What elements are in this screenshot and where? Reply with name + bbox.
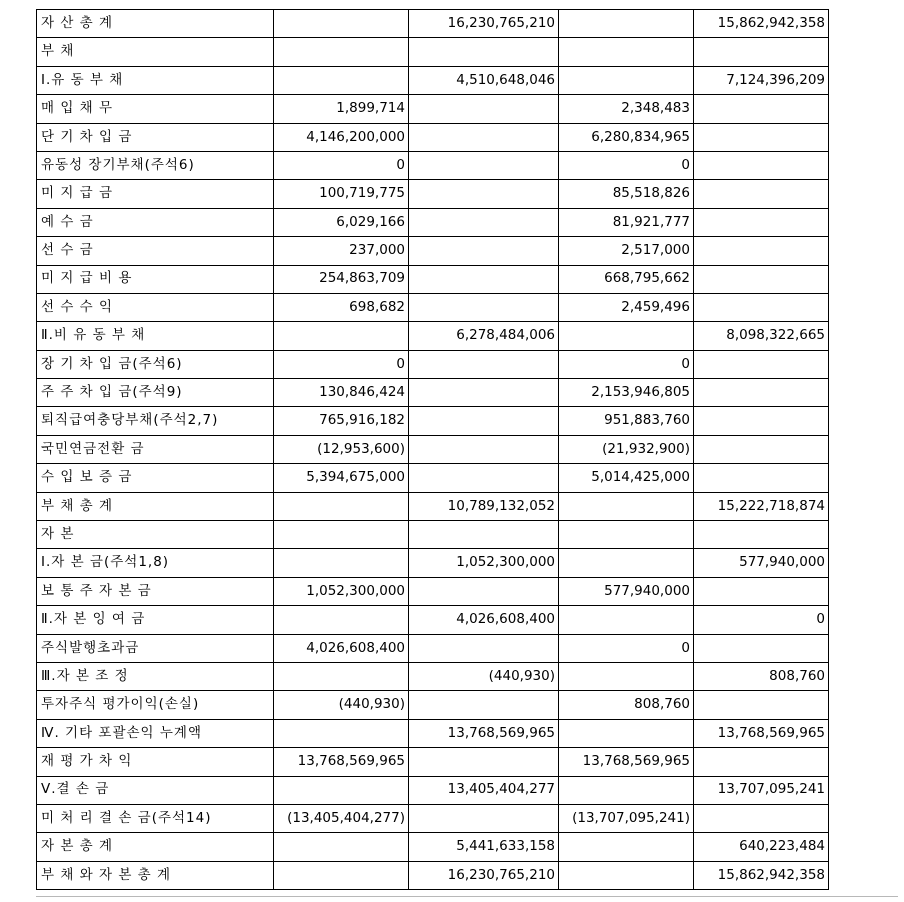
amount-cell: (13,707,095,241) [559, 804, 694, 832]
amount-cell [409, 691, 559, 719]
account-label-cell: 자 산 총 계 [37, 10, 274, 38]
table-row [37, 180, 829, 208]
amount-cell: 130,846,424 [274, 379, 409, 407]
account-label-cell: 장 기 차 입 금(주석6) [37, 350, 274, 378]
table-row [37, 350, 829, 378]
amount-cell [409, 151, 559, 179]
account-label-cell: 예 수 금 [37, 208, 274, 236]
amount-cell: 2,517,000 [559, 237, 694, 265]
account-label-cell: 부 채 총 계 [37, 492, 274, 520]
amount-cell: 668,795,662 [559, 265, 694, 293]
amount-cell: 951,883,760 [559, 407, 694, 435]
table-row [37, 549, 829, 577]
account-label-cell: 자 본 [37, 521, 274, 549]
amount-cell [694, 180, 829, 208]
amount-cell: 577,940,000 [559, 577, 694, 605]
table-row [37, 634, 829, 662]
amount-cell: 237,000 [274, 237, 409, 265]
amount-cell [694, 38, 829, 66]
amount-cell [409, 123, 559, 151]
amount-cell [694, 691, 829, 719]
amount-cell [409, 634, 559, 662]
amount-cell [694, 577, 829, 605]
amount-cell: 6,278,484,006 [409, 322, 559, 350]
amount-cell: 808,760 [559, 691, 694, 719]
amount-cell [274, 38, 409, 66]
account-label-cell: 매 입 채 무 [37, 95, 274, 123]
amount-cell [694, 464, 829, 492]
table-row [37, 66, 829, 94]
amount-cell: 1,052,300,000 [409, 549, 559, 577]
amount-cell [274, 549, 409, 577]
amount-cell: (12,953,600) [274, 435, 409, 463]
amount-cell: 13,707,095,241 [694, 776, 829, 804]
amount-cell: 4,026,608,400 [409, 606, 559, 634]
amount-cell [409, 180, 559, 208]
amount-cell [409, 208, 559, 236]
table-row [37, 833, 829, 861]
amount-cell: 15,862,942,358 [694, 10, 829, 38]
amount-cell [559, 549, 694, 577]
table-row [37, 776, 829, 804]
table-row [37, 662, 829, 690]
amount-cell [694, 208, 829, 236]
amount-cell: 0 [559, 634, 694, 662]
table-row [37, 38, 829, 66]
amount-cell [409, 379, 559, 407]
amount-cell: 0 [559, 350, 694, 378]
amount-cell [274, 776, 409, 804]
amount-cell [274, 833, 409, 861]
account-label-cell: 미 지 급 금 [37, 180, 274, 208]
amount-cell: 4,146,200,000 [274, 123, 409, 151]
amount-cell: 0 [274, 151, 409, 179]
page-bottom-gap [36, 898, 898, 902]
amount-cell: 6,280,834,965 [559, 123, 694, 151]
amount-cell [694, 435, 829, 463]
amount-cell: 100,719,775 [274, 180, 409, 208]
table-row [37, 322, 829, 350]
table-row [37, 237, 829, 265]
account-label-cell: Ⅴ.결 손 금 [37, 776, 274, 804]
amount-cell [409, 804, 559, 832]
table-row [37, 804, 829, 832]
amount-cell: 698,682 [274, 293, 409, 321]
account-label-cell: Ⅱ.자 본 잉 여 금 [37, 606, 274, 634]
amount-cell [559, 606, 694, 634]
table-row [37, 95, 829, 123]
amount-cell: 85,518,826 [559, 180, 694, 208]
table-row [37, 407, 829, 435]
amount-cell [409, 350, 559, 378]
amount-cell [409, 521, 559, 549]
amount-cell [409, 293, 559, 321]
amount-cell [274, 66, 409, 94]
account-label-cell: Ⅲ.자 본 조 정 [37, 662, 274, 690]
amount-cell [694, 521, 829, 549]
account-label-cell: 수 입 보 증 금 [37, 464, 274, 492]
amount-cell [409, 407, 559, 435]
amount-cell [274, 861, 409, 889]
amount-cell: 0 [274, 350, 409, 378]
account-label-cell: 투자주식 평가이익(손실) [37, 691, 274, 719]
amount-cell [694, 265, 829, 293]
amount-cell: 13,768,569,965 [694, 719, 829, 747]
table-row [37, 10, 829, 38]
amount-cell [409, 95, 559, 123]
amount-cell [559, 719, 694, 747]
amount-cell [274, 606, 409, 634]
table-row [37, 719, 829, 747]
table-row [37, 861, 829, 889]
amount-cell: 0 [559, 151, 694, 179]
amount-cell: 765,916,182 [274, 407, 409, 435]
amount-cell [694, 804, 829, 832]
amount-cell: 15,222,718,874 [694, 492, 829, 520]
table-row [37, 435, 829, 463]
amount-cell: 13,768,569,965 [409, 719, 559, 747]
amount-cell [559, 492, 694, 520]
table-row [37, 748, 829, 776]
account-label-cell: 부 채 와 자 본 총 계 [37, 861, 274, 889]
amount-cell [274, 322, 409, 350]
amount-cell [559, 66, 694, 94]
amount-cell: 6,029,166 [274, 208, 409, 236]
amount-cell [694, 634, 829, 662]
account-label-cell: 유동성 장기부채(주석6) [37, 151, 274, 179]
amount-cell: 2,153,946,805 [559, 379, 694, 407]
amount-cell [559, 833, 694, 861]
amount-cell [694, 748, 829, 776]
amount-cell [694, 95, 829, 123]
account-label-cell: 부 채 [37, 38, 274, 66]
balance-sheet-table [36, 9, 829, 890]
amount-cell: 5,394,675,000 [274, 464, 409, 492]
amount-cell: (13,405,404,277) [274, 804, 409, 832]
amount-cell: 577,940,000 [694, 549, 829, 577]
amount-cell [559, 861, 694, 889]
amount-cell: 13,768,569,965 [274, 748, 409, 776]
account-label-cell: 국민연금전환 금 [37, 435, 274, 463]
account-label-cell: 선 수 수 익 [37, 293, 274, 321]
amount-cell [409, 265, 559, 293]
amount-cell [559, 776, 694, 804]
account-label-cell: 보 통 주 자 본 금 [37, 577, 274, 605]
amount-cell: 2,459,496 [559, 293, 694, 321]
table-row [37, 521, 829, 549]
amount-cell: 4,510,648,046 [409, 66, 559, 94]
amount-cell [559, 10, 694, 38]
table-row [37, 208, 829, 236]
account-label-cell: Ⅱ.비 유 동 부 채 [37, 322, 274, 350]
account-label-cell: 주식발행초과금 [37, 634, 274, 662]
account-label-cell: 미 처 리 결 손 금(주석14) [37, 804, 274, 832]
amount-cell: (440,930) [274, 691, 409, 719]
account-label-cell: 자 본 총 계 [37, 833, 274, 861]
amount-cell: 640,223,484 [694, 833, 829, 861]
amount-cell [694, 379, 829, 407]
amount-cell: 16,230,765,210 [409, 861, 559, 889]
amount-cell: 5,441,633,158 [409, 833, 559, 861]
amount-cell [409, 464, 559, 492]
amount-cell: (440,930) [409, 662, 559, 690]
amount-cell [274, 719, 409, 747]
amount-cell: 2,348,483 [559, 95, 694, 123]
balance-sheet-body [37, 10, 829, 890]
amount-cell: 4,026,608,400 [274, 634, 409, 662]
amount-cell: 5,014,425,000 [559, 464, 694, 492]
table-row [37, 151, 829, 179]
table-row [37, 123, 829, 151]
amount-cell [274, 492, 409, 520]
account-label-cell: 재 평 가 차 익 [37, 748, 274, 776]
account-label-cell: 주 주 차 입 금(주석9) [37, 379, 274, 407]
amount-cell: 1,899,714 [274, 95, 409, 123]
amount-cell: 254,863,709 [274, 265, 409, 293]
amount-cell [409, 237, 559, 265]
account-label-cell: Ⅰ.자 본 금(주석1,8) [37, 549, 274, 577]
amount-cell [559, 38, 694, 66]
page-bottom-rule [36, 896, 898, 897]
table-row [37, 265, 829, 293]
amount-cell [559, 322, 694, 350]
account-label-cell: Ⅳ. 기타 포괄손익 누계액 [37, 719, 274, 747]
amount-cell: 8,098,322,665 [694, 322, 829, 350]
amount-cell [409, 748, 559, 776]
amount-cell [694, 123, 829, 151]
amount-cell [694, 407, 829, 435]
amount-cell: 15,862,942,358 [694, 861, 829, 889]
amount-cell [274, 10, 409, 38]
amount-cell: (21,932,900) [559, 435, 694, 463]
amount-cell [409, 38, 559, 66]
amount-cell: 81,921,777 [559, 208, 694, 236]
amount-cell: 13,405,404,277 [409, 776, 559, 804]
amount-cell: 7,124,396,209 [694, 66, 829, 94]
amount-cell [409, 577, 559, 605]
table-row [37, 577, 829, 605]
amount-cell [274, 662, 409, 690]
amount-cell [559, 662, 694, 690]
table-row [37, 606, 829, 634]
table-row [37, 691, 829, 719]
account-label-cell: 단 기 차 입 금 [37, 123, 274, 151]
account-label-cell: 선 수 금 [37, 237, 274, 265]
amount-cell [694, 237, 829, 265]
account-label-cell: 미 지 급 비 용 [37, 265, 274, 293]
amount-cell: 0 [694, 606, 829, 634]
amount-cell [559, 521, 694, 549]
table-row [37, 379, 829, 407]
amount-cell: 10,789,132,052 [409, 492, 559, 520]
amount-cell: 16,230,765,210 [409, 10, 559, 38]
amount-cell [409, 435, 559, 463]
table-row [37, 464, 829, 492]
amount-cell [274, 521, 409, 549]
table-row [37, 293, 829, 321]
amount-cell: 13,768,569,965 [559, 748, 694, 776]
amount-cell [694, 151, 829, 179]
amount-cell [694, 350, 829, 378]
account-label-cell: 퇴직급여충당부채(주석2,7) [37, 407, 274, 435]
amount-cell: 808,760 [694, 662, 829, 690]
amount-cell: 1,052,300,000 [274, 577, 409, 605]
table-row [37, 492, 829, 520]
amount-cell [694, 293, 829, 321]
account-label-cell: Ⅰ.유 동 부 채 [37, 66, 274, 94]
